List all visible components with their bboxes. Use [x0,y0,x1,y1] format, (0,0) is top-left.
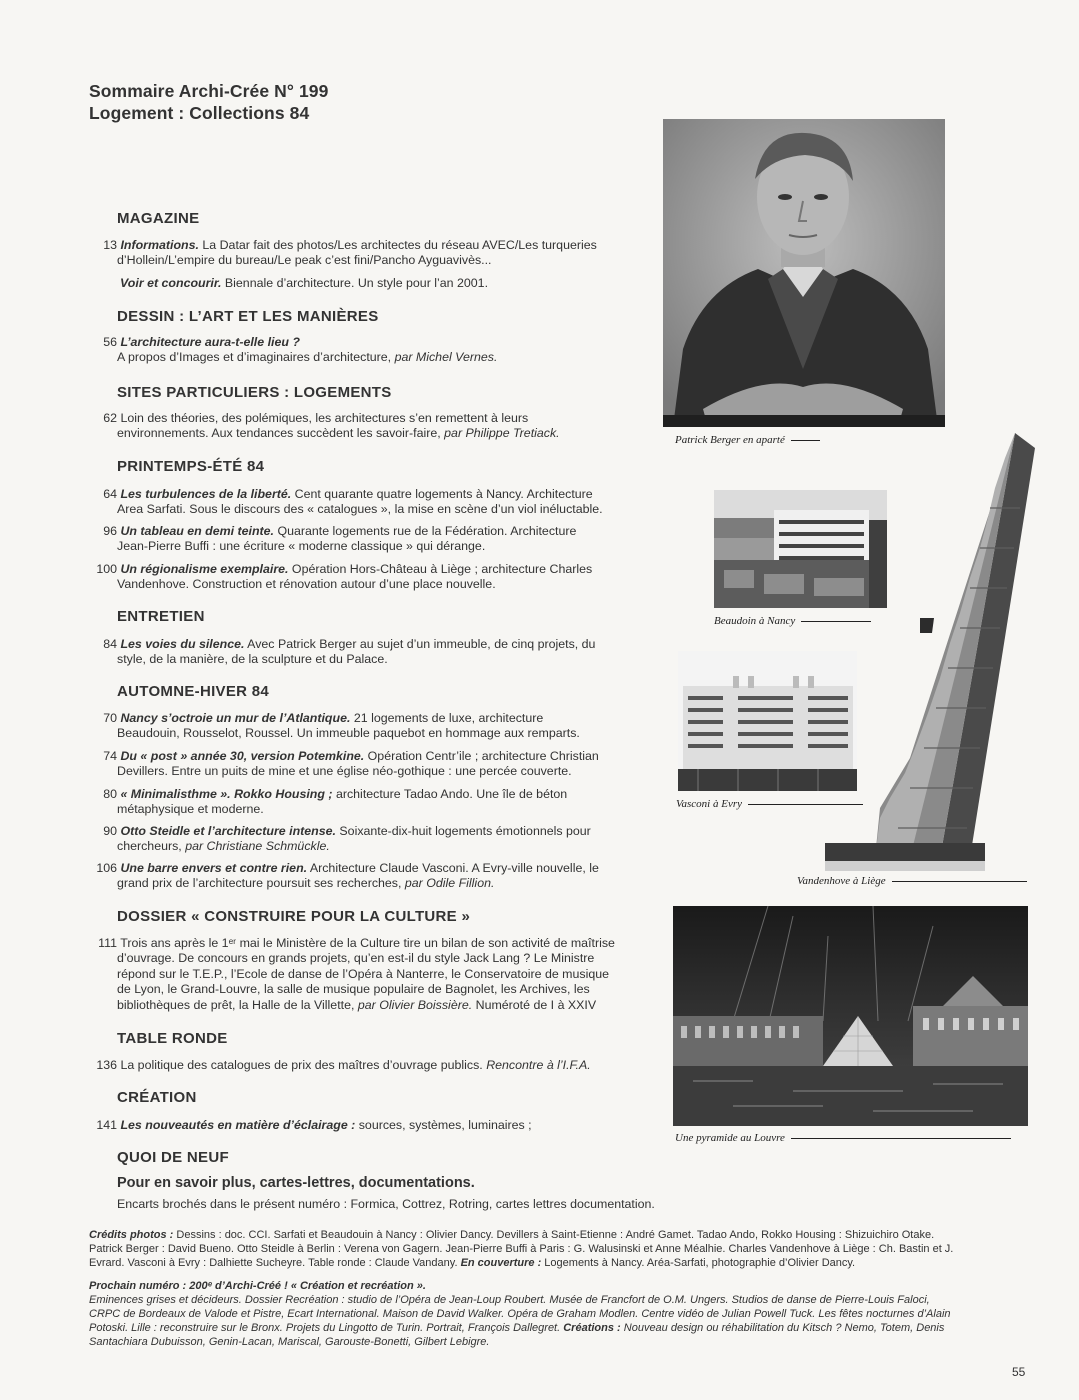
next-issue-text: Nouveau design ou réhabilitation du Kitsch ? Nemo, Totem, Denis [620,1322,945,1334]
entry-title: Un tableau en demi teinte. [120,524,274,538]
entry-title: Un régionalisme exemplaire. [120,562,289,576]
entry-title: Informations. [120,238,199,252]
entry-text: Quarante logements rue de la Fédération. Architecture [274,524,577,538]
evry-photo [678,651,857,791]
section-dossier: DOSSIER « CONSTRUIRE POUR LA CULTURE » [117,908,471,925]
credits-text: Patrick Berger : David Bueno. Otto Steidle à Berlin : Verena von Gagern. Jean-Pierre Buffi à Paris : G. Walusinski et Anne Méalhie. Charles Vandenhove à Liège : Ch. Bastin et J. [89,1243,954,1255]
entry-text: Jean-Pierre Buffi : une écriture « moderne classique » qui dérange. [117,539,486,554]
entry-text: 21 logements de luxe, architecture [350,711,544,725]
entry-text: chercheurs, [117,839,186,854]
entry-number: 141 [96,1118,117,1132]
entry-text: Opération Centr’ile ; architecture Christian [364,749,599,763]
entry-text: La Datar fait des photos/Les architectes du réseau AVEC/Les turqueries [198,238,597,252]
entry-author: par Christiane Schmückle. [185,839,330,854]
entry-text: environnements. Aux tendances succèdent les savoir-faire, [117,426,445,441]
entry-text: A propos d’Images et d’imaginaires d’architecture, [117,350,395,365]
entry-number: 106 [96,861,117,875]
section-entretien: ENTRETIEN [117,608,205,625]
entry-text: répond sur le T.E.P., l’Ecole de danse de l’Opéra à Nanterre, le Conservatoire de musique [117,966,610,981]
entry-number: 70 [103,711,117,725]
entry-number: 56 [103,335,117,349]
entry-text: d’Hollein/L’empire du bureau/Le peak c’est fini/Pancho Ayguavivès... [117,253,492,268]
entry-100 [89,562,592,593]
entry-90 [89,824,591,855]
entry-number: 111 [98,936,117,950]
caption-text: Une pyramide au Louvre [675,1132,785,1144]
entry-text: style, de la manière, de la sculpture et du Palace. [117,652,388,667]
entry-number: 62 [103,411,117,425]
entry-title: Voir et concourir. [120,276,222,290]
entry-text: Numéroté de I à XXIV [472,997,597,1012]
caption-rule [791,1138,1011,1139]
entry-64 [89,487,603,518]
entry-title: L’architecture aura-t-elle lieu ? [120,335,300,349]
section-sites: SITES PARTICULIERS : LOGEMENTS [117,384,392,401]
entry-text: Loin des théories, des polémiques, les architectures s’en remettent à leurs [120,411,529,425]
entry-text: Opération Hors-Château à Liège ; architecture Charles [288,562,593,576]
entry-text: bibliothèques de prêt, la Halle de la Villette, [117,997,358,1012]
caption-rule [748,804,863,805]
title-line-1: Sommaire Archi-Crée N° 199 [89,81,329,101]
entry-text: Trois ans après le 1ᵉʳ mai le Ministère de la Culture tire un bilan de son activité de maîtrise [120,936,615,950]
next-issue-text: CRPC de Bordeaux de Valode et Pistre, Ecart International. Maison de David Walker. Opéra de Graham Modlen. Centre vidéo de Julian Powell Tuck. Les fêtes nocturnes d’Alain [89,1308,951,1320]
entry-number: 64 [103,487,117,501]
entry-title: Les nouveautés en matière d’éclairage : [120,1118,356,1132]
entry-voir [120,276,488,291]
entry-74 [89,749,599,780]
caption-rule [892,881,1027,882]
section-printemps: PRINTEMPS-ÉTÉ 84 [117,458,265,475]
entry-141 [89,1118,532,1133]
next-issue-text: Eminences grises et décideurs. Dossier Recréation : studio de l’Opéra de Jean-Loup Roubert. Musée de Francfort de O.M. Ungers. Studios de danse de Pierre-Louis Faloci, [89,1294,930,1306]
credits-text: Dessins : doc. CCI. Sarfati et Beaudouin à Nancy : Olivier Dancy. Devillers à Saint-Etienne : André Gamet. Tadao Ando, Rokko Housing : Shizuichiro Otake. [173,1229,935,1241]
entry-author: par Odile Fillion. [404,876,495,891]
entry-title: « Minimalisthme ». Rokko Housing ; [120,787,333,801]
entry-title: Les voies du silence. [120,637,245,651]
entry-56 [89,335,497,366]
caption-liege [797,875,1027,887]
entry-text: Soixante-dix-huit logements émotionnels pour [335,824,591,838]
entry-number: 136 [96,1058,117,1072]
entry-text: La politique des catalogues de prix des maîtres d’ouvrage publics. [120,1058,487,1072]
entry-number: 74 [103,749,117,763]
credits-label: Crédits photos : [89,1229,174,1241]
entry-text: Devillers. Entre un puits de mine et une église néo-gothique : une percée couverte. [117,764,572,779]
caption-evry [676,798,863,810]
entry-text: Vandenhove. Construction et rénovation autour d’une place nouvelle. [117,577,496,592]
caption-rule [801,621,871,622]
nancy-photo [714,490,887,608]
entry-text: métaphysique et moderne. [117,802,264,817]
cover-label: En couverture : [460,1257,542,1269]
entry-text: Beaudouin, Rousselot, Roussel. Un immeuble paquebot en hommage aux remparts. [117,726,580,741]
entry-text: architecture Tadao Ando. Une île de béton [332,787,568,801]
entry-number: 100 [96,562,117,576]
section-creation: CRÉATION [117,1089,197,1106]
entry-111 [89,936,615,1013]
portrait-photo [663,119,945,427]
entry-author: par Michel Vernes. [394,350,498,365]
entry-author: par Olivier Boissière. [357,997,473,1012]
entry-author: Rencontre à l’I.F.A. [486,1058,591,1072]
title-line-2: Logement : Collections 84 [89,103,310,123]
entry-62 [89,411,560,442]
caption-text: Vasconi à Evry [676,798,742,810]
section-magazine: MAGAZINE [117,210,200,227]
next-issue-label: Prochain numéro : 200ᵉ d’Archi-Créé ! « Création et recréation ». [89,1280,426,1292]
entry-title: Les turbulences de la liberté. [120,487,292,501]
entry-number: 90 [103,824,117,838]
entry-80 [89,787,567,818]
entry-text: Area Sarfati. Sous le discours des « catalogues », la mise en scène d’un viol inéluctable. [117,502,603,517]
entry-text: de Lyon, le Grand-Louvre, la salle de musique populaire de Bagnolet, les Archives, les [117,982,590,997]
entry-text: Avec Patrick Berger au sujet d’un immeuble, de cinq projets, du [244,637,596,651]
entry-number: 13 [103,238,117,252]
entry-70 [89,711,580,742]
section-quoi-de-neuf: QUOI DE NEUF [117,1149,229,1166]
entry-title: Une barre envers et contre rien. [120,861,308,875]
credits-text: Logements à Nancy. Aréa-Sarfati, photographie d’Olivier Dancy. [541,1257,856,1269]
entry-13 [89,238,597,269]
entry-number: 96 [103,524,117,538]
entry-text: grand prix de l’architecture poursuit ses recherches, [117,876,405,891]
entry-96 [89,524,576,555]
entry-text: Biennale d’architecture. Un style pour l’an 2001. [221,276,489,290]
entry-text: sources, systèmes, luminaires ; [355,1118,532,1132]
caption-text: Beaudoin à Nancy [714,615,796,627]
entry-title: Otto Steidle et l’architecture intense. [120,824,336,838]
entry-number: 80 [103,787,117,801]
entry-text: Cent quarante quatre logements à Nancy. Architecture [291,487,593,501]
page-number: 55 [1012,1365,1026,1379]
caption-text: Patrick Berger en aparté [675,434,785,446]
entry-number: 84 [103,637,117,651]
section-table-ronde: TABLE RONDE [117,1030,228,1047]
quoi-subtext: Encarts brochés dans le présent numéro : Formica, Cottrez, Rotring, cartes lettres documentation. [117,1197,655,1211]
photo-credits [89,1228,1029,1270]
caption-louvre [675,1132,1011,1144]
next-issue-text: Potoski. Lille : reconstruire sur le Bronx. Projets du Lingotto de Turin. Portrait, François Dallegret. [89,1322,564,1334]
caption-text: Vandenhove à Liège [797,875,886,887]
louvre-photo [673,906,1028,1126]
entry-title: Du « post » année 30, version Potemkine. [120,749,365,763]
creations-label: Créations : [563,1322,621,1334]
page-title [89,80,328,124]
section-dessin: DESSIN : L’ART ET LES MANIÈRES [117,308,379,325]
next-issue-text: Santachiara Dubuisson, Genin-Lacan, Mariscal, Garouste-Bonetti, Gilbert Lebigre. [89,1336,490,1348]
entry-text: d’ouvrage. De concours en grands projets, qu’en est-il du style Jack Lang ? Le Ministre [117,951,595,966]
entry-84 [89,637,595,668]
entry-title: Nancy s’octroie un mur de l’Atlantique. [120,711,351,725]
next-issue [89,1279,1029,1349]
quoi-headline: Pour en savoir plus, cartes-lettres, documentations. [117,1175,475,1191]
section-automne: AUTOMNE-HIVER 84 [117,683,270,700]
caption-nancy [714,615,871,627]
entry-text: Architecture Claude Vasconi. A Evry-ville nouvelle, le [307,861,599,875]
entry-136 [89,1058,591,1073]
entry-author: par Philippe Tretiack. [444,426,560,441]
entry-106 [89,861,599,892]
credits-text: Evrard. Vasconi à Evry : Dalhiette Sucheyre. Table ronde : Claude Vandany. [89,1257,461,1269]
